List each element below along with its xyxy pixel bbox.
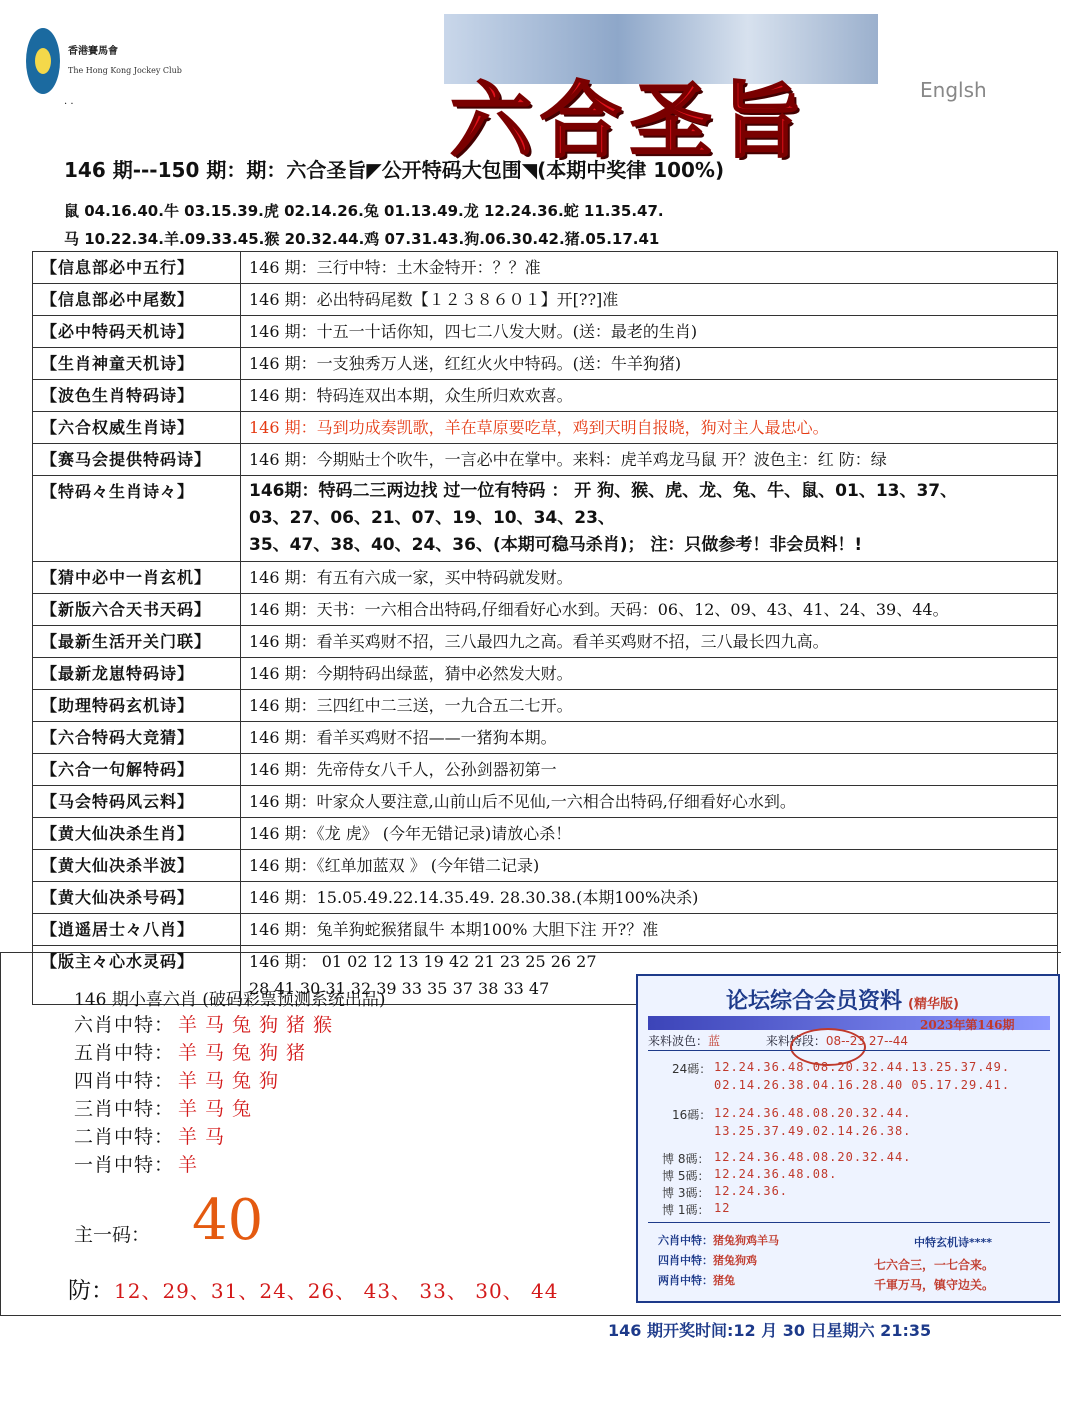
table-row bbox=[33, 412, 1058, 444]
xiao-row bbox=[74, 1066, 286, 1093]
card-title-text: 论坛综合会员资料 bbox=[726, 989, 903, 1014]
fang-row bbox=[68, 1272, 558, 1305]
card-edition: (精华版) bbox=[908, 997, 959, 1012]
table-row bbox=[33, 316, 1058, 348]
row-value-line: 146 期：一支独秀万人迷，红红火火中特码。(送：牛羊狗猪) bbox=[249, 354, 682, 373]
wave-label: 来料波色： bbox=[648, 1034, 709, 1048]
card-divider bbox=[648, 1222, 1050, 1223]
xiao-label: 一肖中特： bbox=[74, 1154, 175, 1176]
row-key: 【信息部必中五行】 bbox=[33, 252, 241, 284]
card-title bbox=[726, 984, 959, 1015]
row-value bbox=[241, 818, 1058, 850]
table-row bbox=[33, 348, 1058, 380]
main-number: 40 bbox=[192, 1188, 264, 1253]
row-value-line: 146 期：十五一十话你知，四七二八发大财。(送：最老的生肖) bbox=[249, 322, 698, 341]
b8-label: 博 8碼： bbox=[662, 1152, 710, 1166]
table-row bbox=[33, 444, 1058, 476]
row-key: 【六合权威生肖诗】 bbox=[33, 412, 241, 444]
row-key: 【波色生肖特码诗】 bbox=[33, 380, 241, 412]
table-row bbox=[33, 882, 1058, 914]
row-value bbox=[241, 626, 1058, 658]
c16-line-1: 12.24.36.48.08.20.32.44. bbox=[714, 1106, 912, 1120]
four-value: 猪兔狗鸡 bbox=[713, 1254, 757, 1267]
poem-title: 中特玄机诗**** bbox=[914, 1236, 993, 1249]
row-key: 【六合特码大竞猜】 bbox=[33, 722, 241, 754]
six-value: 猪兔狗鸡羊马 bbox=[713, 1234, 779, 1247]
card-divider bbox=[648, 1050, 1050, 1051]
xiao-nums: 羊马 bbox=[178, 1126, 233, 1148]
card-year: 2023年第146期 bbox=[920, 1018, 1015, 1032]
two-row bbox=[658, 1272, 735, 1288]
row-value-line: 146 期：必出特码尾数【１２３８６０１】开[??]准 bbox=[249, 290, 619, 309]
row-value-line: 28 41 30 31 32 39 33 35 37 38 33 47 bbox=[249, 979, 550, 998]
page-headline: 146 期---150 期：期：六合圣旨◤公开特码大包围◥(本期中奖律 100%) bbox=[64, 158, 725, 182]
xiao-row bbox=[74, 1150, 205, 1177]
row-value bbox=[241, 690, 1058, 722]
draw-time: 146 期开奖时间:12 月 30 日星期六 21:35 bbox=[608, 1321, 932, 1340]
row-key: 【黄大仙决杀号码】 bbox=[33, 882, 241, 914]
row-value-line: 146 期：先帝侍女八千人，公孙剑器初第一 bbox=[249, 760, 557, 779]
segment-label: 来料特段： bbox=[765, 1034, 826, 1048]
row-key: 【最新龙崽特码诗】 bbox=[33, 658, 241, 690]
row-value-line: 146 期：三四红中二三送，一九合五二七开。 bbox=[249, 696, 573, 715]
row-value-line: 146 期：《龙 虎》 (今年无错记录)请放心杀！ bbox=[249, 824, 572, 843]
b5-label: 博 5碼： bbox=[662, 1169, 710, 1183]
xiao-nums: 羊马兔 bbox=[178, 1098, 260, 1120]
row-value bbox=[241, 754, 1058, 786]
row-value-line: 03、27、06、21、07、19、10、34、23、 bbox=[249, 508, 615, 528]
row-value-line: 146 期：天书：一六相合出特码,仔细看好心水到。天码：06、12、09、43、41、24、39、44。 bbox=[249, 600, 949, 619]
table-row bbox=[33, 722, 1058, 754]
poem-line-2: 千軍万马，镇守边关。 bbox=[874, 1278, 995, 1292]
row-key: 【必中特码天机诗】 bbox=[33, 316, 241, 348]
row-value-line: 146 期：兔羊狗蛇猴猪鼠牛 本期100% 大胆下注 开?？准 bbox=[249, 920, 659, 939]
row-key: 【新版六合天书天码】 bbox=[33, 594, 241, 626]
row-key: 【黄大仙决杀半波】 bbox=[33, 850, 241, 882]
xiao-label: 二肖中特： bbox=[74, 1126, 175, 1148]
row-key: 【信息部必中尾数】 bbox=[33, 284, 241, 316]
row-value bbox=[241, 562, 1058, 594]
row-key: 【赛马会提供特码诗】 bbox=[33, 444, 241, 476]
four-row bbox=[658, 1252, 757, 1268]
table-row bbox=[33, 850, 1058, 882]
table-row bbox=[33, 626, 1058, 658]
zodiac-line-2: 马 10.22.34.羊.09.33.45.猴 20.32.44.鸡 07.31.43.狗.06.30.42.猪.05.17.41 bbox=[64, 230, 660, 248]
xiao-label: 四肖中特： bbox=[74, 1070, 175, 1092]
b3-label: 博 3碼： bbox=[662, 1186, 710, 1200]
row-value-line: 146 期： 01 02 12 13 19 42 21 23 25 26 27 bbox=[249, 952, 597, 971]
row-value bbox=[241, 284, 1058, 316]
row-key: 【猜中必中一肖玄机】 bbox=[33, 562, 241, 594]
table-row bbox=[33, 380, 1058, 412]
two-label: 两肖中特： bbox=[658, 1274, 713, 1287]
table-row bbox=[33, 818, 1058, 850]
row-key: 【逍遥居士々八肖】 bbox=[33, 914, 241, 946]
table-row bbox=[33, 914, 1058, 946]
xiao-title: 146 期小喜六肖 (破码彩票预测系统出品) bbox=[74, 990, 386, 1010]
row-key: 【生肖神童天机诗】 bbox=[33, 348, 241, 380]
c16-label: 16碼： bbox=[672, 1108, 712, 1122]
banner bbox=[444, 14, 878, 169]
english-link[interactable]: Englsh bbox=[920, 78, 987, 102]
table-row bbox=[33, 594, 1058, 626]
xiao-label: 五肖中特： bbox=[74, 1042, 175, 1064]
table-row bbox=[33, 658, 1058, 690]
six-row bbox=[658, 1232, 779, 1248]
dots: . . bbox=[64, 96, 74, 107]
b3-value: 12.24.36. bbox=[714, 1184, 789, 1198]
xiao-label: 六肖中特： bbox=[74, 1014, 175, 1036]
xiao-row bbox=[74, 1010, 340, 1037]
row-value bbox=[241, 658, 1058, 690]
row-value bbox=[241, 476, 1058, 562]
row-value bbox=[241, 412, 1058, 444]
row-key: 【黄大仙决杀生肖】 bbox=[33, 818, 241, 850]
row-value-line: 146 期：今期贴士个吹牛，一言必中在掌中。来料：虎羊鸡龙马鼠 开？波色主：红 防：绿 bbox=[249, 450, 887, 469]
logo-en-text: The Hong Kong Jockey Club bbox=[68, 66, 182, 75]
fang-label: 防： bbox=[68, 1278, 114, 1304]
row-value-line: 146 期：有五有六成一家，买中特码就发财。 bbox=[249, 568, 573, 587]
main-number-label: 主一码： bbox=[74, 1224, 151, 1246]
logo-cn-text: 香港賽馬會 bbox=[68, 46, 118, 57]
table-row bbox=[33, 252, 1058, 284]
row-key: 【马会特码风云料】 bbox=[33, 786, 241, 818]
row-value-line: 146 期：15.05.49.22.14.35.49. 28.30.38.(本期100%决杀) bbox=[249, 888, 699, 907]
logo-emblem-icon bbox=[26, 28, 60, 94]
row-value bbox=[241, 914, 1058, 946]
row-value-line: 35、47、38、40、24、36、(本期可稳马杀肖)； 注：只做参考！非会员料！! bbox=[249, 535, 863, 555]
row-value bbox=[241, 444, 1058, 476]
row-value-line: 146 期：叶家众人要注意,山前山后不见仙,一六相合出特码,仔细看好心水到。 bbox=[249, 792, 796, 811]
zodiac-line-1: 鼠 04.16.40.牛 03.15.39.虎 02.14.26.兔 01.13.49.龙 12.24.36.蛇 11.35.47. bbox=[64, 202, 664, 220]
xiao-nums: 羊马兔狗猪猴 bbox=[178, 1014, 341, 1036]
b5-value: 12.24.36.48.08. bbox=[714, 1167, 838, 1181]
table-row bbox=[33, 690, 1058, 722]
row-value bbox=[241, 252, 1058, 284]
row-key: 【特码々生肖诗々】 bbox=[33, 476, 241, 562]
xiao-row bbox=[74, 1094, 259, 1121]
row-value-line: 146 期：看羊买鸡财不招，三八最四九之高。看羊买鸡财不招，三八最长四九高。 bbox=[249, 632, 829, 651]
row-value-line: 146 期：三行中特：土木金特开：？？准 bbox=[249, 258, 541, 277]
table-row bbox=[33, 476, 1058, 562]
b1-label: 博 1碼： bbox=[662, 1203, 710, 1217]
xiao-nums: 羊 bbox=[178, 1154, 206, 1176]
c24-line-2: 02.14.26.38.04.16.28.40 05.17.29.41. bbox=[714, 1078, 1011, 1092]
row-value bbox=[241, 594, 1058, 626]
b1-value: 12 bbox=[714, 1201, 731, 1215]
row-value bbox=[241, 786, 1058, 818]
two-value: 猪兔 bbox=[713, 1274, 735, 1287]
row-key: 【助理特码玄机诗】 bbox=[33, 690, 241, 722]
segment-value: 08--23 27--44 bbox=[825, 1034, 909, 1048]
row-key: 【版主々心水灵码】 bbox=[33, 946, 241, 1005]
row-value-line: 146 期：今期特码出绿蓝，猜中必然发大财。 bbox=[249, 664, 573, 683]
c24-label: 24碼： bbox=[672, 1062, 712, 1076]
table-row bbox=[33, 562, 1058, 594]
jockey-club-logo bbox=[22, 22, 182, 102]
row-value bbox=[241, 850, 1058, 882]
row-value bbox=[241, 380, 1058, 412]
row-value bbox=[241, 348, 1058, 380]
table-row bbox=[33, 754, 1058, 786]
c24-line-1: 12.24.36.48.08.20.32.44.13.25.37.49. bbox=[714, 1060, 1011, 1074]
fang-numbers: 12、29、31、24、26、 43、 33、 30、 44 bbox=[114, 1279, 559, 1303]
row-value-line: 146期：特码二三两边找 过一位有特码 ： 开 狗、猴、虎、龙、兔、牛、鼠、01、13、37、 bbox=[249, 481, 958, 501]
wave-value: 蓝 bbox=[708, 1034, 721, 1048]
member-info-card bbox=[636, 974, 1060, 1303]
row-value bbox=[241, 316, 1058, 348]
table-row bbox=[33, 786, 1058, 818]
xiao-nums: 羊马兔狗 bbox=[178, 1070, 287, 1092]
poem-line-1: 七六合三，一七合来。 bbox=[874, 1258, 995, 1272]
four-label: 四肖中特： bbox=[658, 1254, 713, 1267]
prediction-table bbox=[32, 251, 1058, 1005]
xiao-label: 三肖中特： bbox=[74, 1098, 175, 1120]
banner-title: 六合圣旨 bbox=[450, 74, 811, 169]
six-label: 六肖中特： bbox=[658, 1234, 713, 1247]
b8-value: 12.24.36.48.08.20.32.44. bbox=[714, 1150, 912, 1164]
row-value bbox=[241, 722, 1058, 754]
row-value-line: 146 期：马到功成奏凯歌，羊在草原要吃草，鸡到天明自报晓，狗对主人最忠心。 bbox=[249, 418, 829, 437]
row-key: 【六合一句解特码】 bbox=[33, 754, 241, 786]
row-value-line: 146 期：特码连双出本期，众生所归欢欢喜。 bbox=[249, 386, 573, 405]
xiao-row bbox=[74, 1038, 313, 1065]
table-row bbox=[33, 284, 1058, 316]
row-key: 【最新生活开关门联】 bbox=[33, 626, 241, 658]
card-wave-row bbox=[648, 1032, 908, 1049]
xiao-nums: 羊马兔狗猪 bbox=[178, 1042, 314, 1064]
xiao-row bbox=[74, 1122, 232, 1149]
row-value bbox=[241, 882, 1058, 914]
row-value-line: 146 期：《红单加蓝双 》 (今年错二记录) bbox=[249, 856, 540, 875]
c16-line-2: 13.25.37.49.02.14.26.38. bbox=[714, 1124, 912, 1138]
row-value-line: 146 期：看羊买鸡财不招——一猪狗本期。 bbox=[249, 728, 557, 747]
